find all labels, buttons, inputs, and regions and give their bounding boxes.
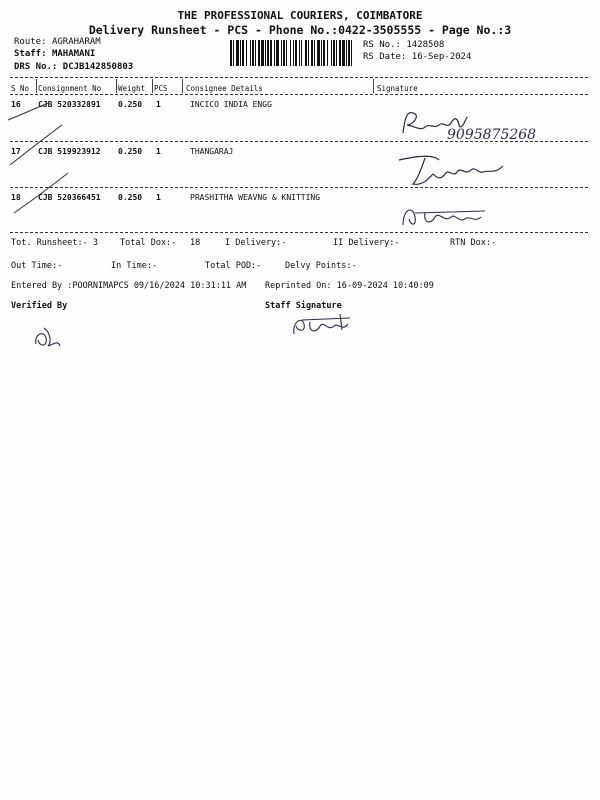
in-time: In Time:- xyxy=(111,261,158,271)
signature-row-18 xyxy=(395,195,495,235)
barcode-bar xyxy=(270,40,272,66)
i-delivery: I Delivery:- xyxy=(225,238,287,248)
barcode-bar xyxy=(276,40,279,66)
barcode-bar xyxy=(274,40,275,66)
row-18-sno: 18 xyxy=(11,193,21,202)
barcode-bar xyxy=(258,40,260,66)
runsheet-subtitle: Delivery Runsheet - PCS - Phone No.:0422-3505555 - Page No.:3 xyxy=(88,23,512,37)
header-bottom-rule xyxy=(10,94,588,95)
col-weight: Weight xyxy=(118,84,146,93)
row-16-pcs: 1 xyxy=(156,100,161,109)
rs-date-line: RS Date: 16-Sep-2024 xyxy=(363,52,472,62)
row-17-pcs: 1 xyxy=(156,147,161,156)
row-17-consignee: THANGARAJ xyxy=(190,147,234,156)
route-line: Route: AGRAHARAM xyxy=(14,37,101,47)
col-separator xyxy=(36,79,37,93)
barcode-bar xyxy=(351,40,352,66)
col-separator xyxy=(152,79,153,93)
rtn-dox: RTN Dox:- xyxy=(450,238,497,248)
row-16-consignment: CJB 520332891 xyxy=(38,100,101,109)
col-consignment: Consignment No xyxy=(38,84,102,93)
barcode-bar xyxy=(339,40,341,66)
table-top-rule xyxy=(10,77,588,78)
signature-row-16 xyxy=(395,105,565,145)
rs-no-line: RS No.: 1428508 xyxy=(363,40,445,50)
staff-line: Staff: MAHAMANI xyxy=(14,49,96,59)
verified-by-label: Verified By xyxy=(11,301,68,311)
col-separator xyxy=(182,79,183,93)
row-17-weight: 0.250 xyxy=(118,147,143,156)
row-18-consignment: CJB 520366451 xyxy=(38,193,101,202)
total-pod: Total POD:- xyxy=(205,261,262,271)
row-17-sno: 17 xyxy=(11,147,21,156)
barcode-bar xyxy=(327,40,328,66)
col-consignee: Consignee Details xyxy=(186,84,263,93)
out-time: Out Time:- xyxy=(11,261,63,271)
staff-signature xyxy=(290,310,360,340)
barcode-bar xyxy=(301,40,302,66)
barcode-bar xyxy=(286,40,287,66)
barcode-bar xyxy=(233,40,234,66)
barcode-bar xyxy=(246,40,247,66)
row-18-pcs: 1 xyxy=(156,193,161,202)
barcode-bar xyxy=(346,40,347,66)
verified-signature xyxy=(30,322,70,352)
barcode-image xyxy=(230,40,352,66)
barcode-bar xyxy=(293,40,294,66)
reprinted-on: Reprinted On: 16-09-2024 10:40:09 xyxy=(265,281,434,291)
barcode-bar xyxy=(281,40,282,66)
pen-strokes xyxy=(0,95,80,235)
barcode-bar xyxy=(290,40,291,66)
barcode-bar xyxy=(261,40,264,66)
row-18-consignee: PRASHITHA WEAVNG & KNITTING xyxy=(190,193,321,202)
delvy-points: Delvy Points:- xyxy=(285,261,357,271)
signature-row-17 xyxy=(395,150,525,190)
barcode-bar xyxy=(252,40,254,66)
barcode-bar xyxy=(331,40,332,66)
company-title: THE PROFESSIONAL COURIERS, COIMBATORE xyxy=(177,9,423,22)
barcode-bar xyxy=(308,40,309,66)
barcode-bar xyxy=(311,40,313,66)
barcode-bar xyxy=(240,40,241,66)
barcode-bar xyxy=(314,40,315,66)
barcode-bar xyxy=(236,40,239,66)
barcode-bar xyxy=(250,40,251,66)
barcode-bar xyxy=(230,40,232,66)
table-bottom-rule xyxy=(10,232,588,233)
row-17-consignment: CJB 519923912 xyxy=(38,147,101,156)
total-runsheet: Tot. Runsheet:- 3 xyxy=(11,238,98,248)
row-16-consignee: INCICO INDIA ENGG xyxy=(190,100,272,109)
col-separator xyxy=(116,79,117,93)
drs-line: DRS No.: DCJB142850803 xyxy=(14,62,134,72)
row-16-weight: 0.250 xyxy=(118,100,143,109)
barcode-bar xyxy=(283,40,285,66)
entered-by: Entered By :POORNIMAPCS 09/16/2024 10:31:11 AM xyxy=(11,281,247,291)
staff-signature-label: Staff Signature xyxy=(265,301,342,311)
barcode-bar xyxy=(323,40,325,66)
col-pcs: PCS xyxy=(154,84,168,93)
barcode-bar xyxy=(295,40,297,66)
barcode-bar xyxy=(305,40,307,66)
barcode-bar xyxy=(299,40,300,66)
barcode-bar xyxy=(242,40,244,66)
barcode-bar xyxy=(267,40,269,66)
row-18-weight: 0.250 xyxy=(118,193,143,202)
row-16-sno: 16 xyxy=(11,100,21,109)
barcode-bar xyxy=(336,40,337,66)
col-signature: Signature xyxy=(377,84,418,93)
barcode-bar xyxy=(255,40,256,66)
ii-delivery: II Delivery:- xyxy=(333,238,400,248)
barcode-bar xyxy=(265,40,266,66)
svg-text:9095875268: 9095875268 xyxy=(447,127,537,143)
barcode-bar xyxy=(317,40,320,66)
total-dox-value: 18 xyxy=(190,238,201,248)
barcode-bar xyxy=(348,40,350,66)
barcode-bar xyxy=(333,40,335,66)
barcode-bar xyxy=(321,40,322,66)
barcode-bar xyxy=(342,40,345,66)
col-sno: S No xyxy=(11,84,30,93)
total-dox-label: Total Dox:- xyxy=(120,238,177,248)
col-separator xyxy=(373,79,374,93)
